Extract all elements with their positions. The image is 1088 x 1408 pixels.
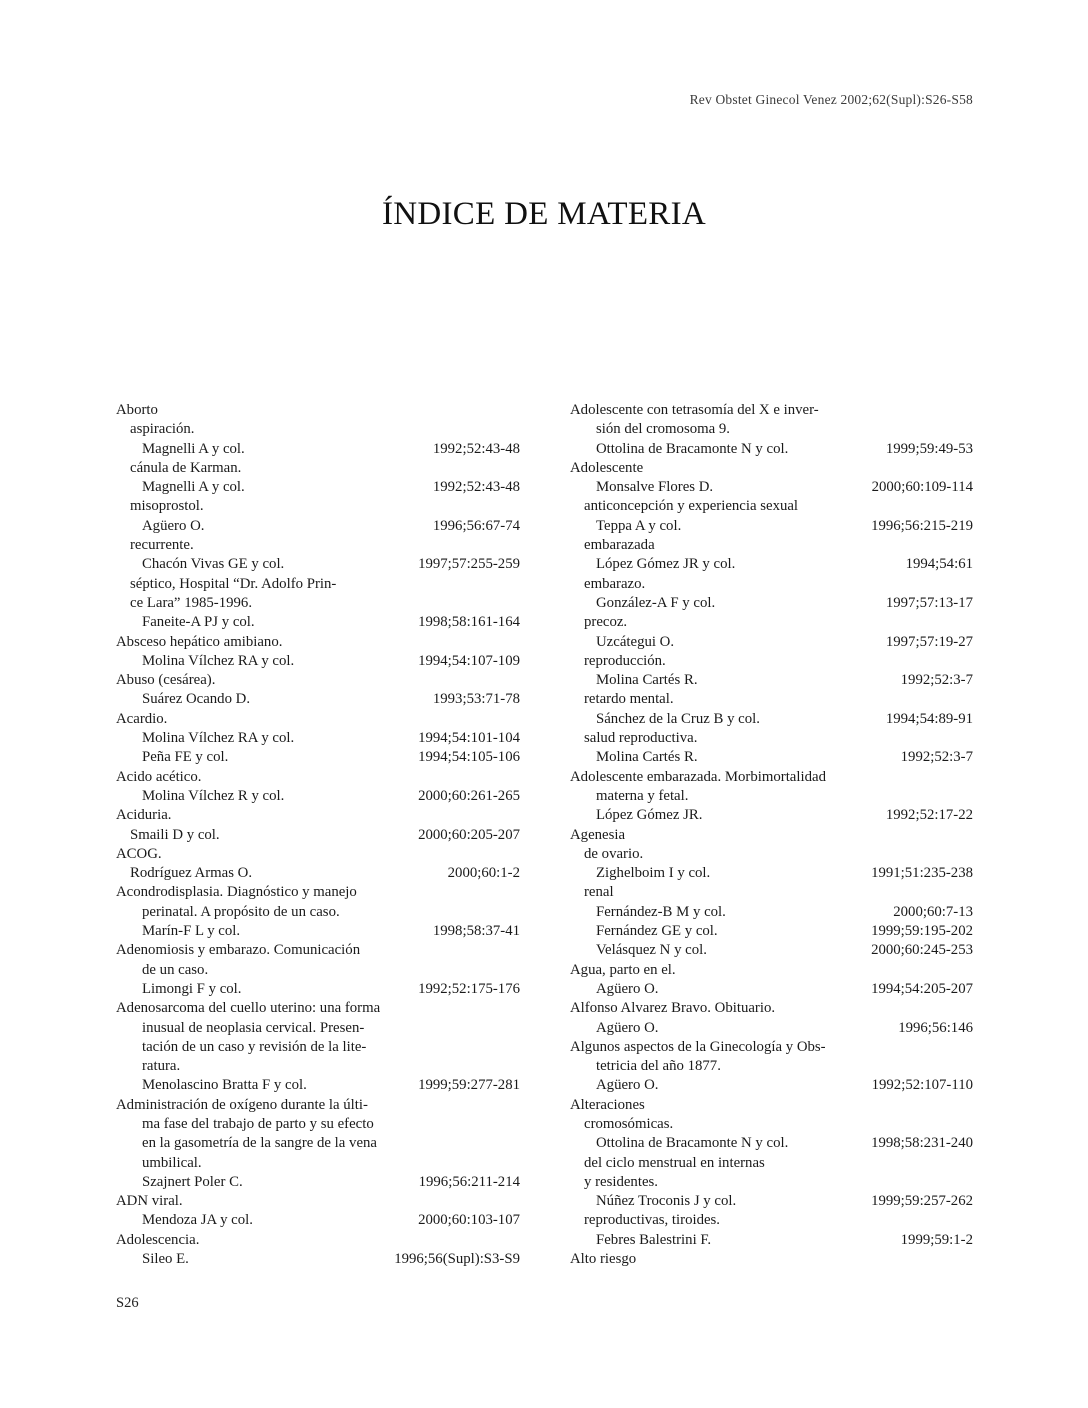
index-entry — [116, 671, 520, 690]
index-entry-text: Abuso (cesárea). — [116, 672, 216, 689]
index-entry — [570, 1038, 973, 1057]
index-entry-reference: 1992;52:17-22 — [885, 807, 973, 824]
index-entry — [570, 478, 973, 497]
index-entry-text: materna y fetal. — [596, 787, 689, 804]
index-entry-reference: 1999;59:1-2 — [900, 1231, 973, 1248]
index-entry-reference: 1996;56:215-219 — [871, 517, 973, 534]
page-title: ÍNDICE DE MATERIA — [381, 196, 707, 232]
index-entry-text: misoprostol. — [130, 498, 204, 515]
index-entry — [570, 420, 973, 439]
index-entry — [116, 768, 520, 787]
index-entry — [570, 1096, 973, 1115]
index-entry-text: Alfonso Alvarez Bravo. Obituario. — [570, 1000, 776, 1017]
index-entry-reference: 1994;54:105-106 — [418, 749, 520, 766]
index-entry-reference: 2000;60:7-13 — [893, 903, 973, 920]
index-entry-text: Limongi F y col. — [142, 980, 242, 997]
index-entry-reference: 1992;52:43-48 — [432, 479, 520, 496]
index-entry-text: anticoncepción y experiencia sexual — [584, 498, 799, 515]
index-entry — [116, 999, 520, 1018]
index-entry — [570, 806, 973, 825]
index-entry-reference: 1998;58:161-164 — [418, 614, 520, 631]
index-entry — [116, 575, 520, 594]
index-entry-text: Sileo E. — [142, 1251, 189, 1268]
index-entry — [116, 826, 520, 845]
index-entry-reference: 1996;56:67-74 — [432, 517, 520, 534]
index-entry-reference: 1992;52:175-176 — [418, 980, 520, 997]
index-entry-text: perinatal. A propósito de un caso. — [142, 903, 340, 920]
index-entry-text: Acardio. — [116, 710, 168, 727]
index-entry — [570, 690, 973, 709]
index-entry-reference: 1993;53:71-78 — [432, 691, 520, 708]
index-entry — [116, 903, 520, 922]
index-entry-reference: 2000;60:245-253 — [871, 942, 973, 959]
index-entry — [570, 1250, 973, 1269]
index-entry-text: Chacón Vivas GE y col. — [142, 556, 285, 573]
index-entry — [570, 652, 973, 671]
index-entry — [570, 401, 973, 420]
index-entry — [116, 440, 520, 459]
index-entry-text: González-A F y col. — [596, 594, 716, 611]
index-entry — [570, 999, 973, 1018]
index-entry-text: López Gómez JR y col. — [596, 556, 736, 573]
index-entry — [116, 1231, 520, 1250]
index-entry — [116, 1096, 520, 1115]
index-entry — [570, 941, 973, 960]
index-entry — [570, 1134, 973, 1153]
index-entry-text: Agüero O. — [596, 1077, 659, 1094]
index-entry-text: Faneite-A PJ y col. — [142, 614, 255, 631]
index-entry-text: cánula de Karman. — [130, 459, 242, 476]
index-entry — [570, 613, 973, 632]
index-entry-text: Agüero O. — [596, 1019, 659, 1036]
index-entry-reference: 2000;60:103-107 — [418, 1212, 520, 1229]
index-entry — [570, 633, 973, 652]
index-entry — [570, 1211, 973, 1230]
index-entry-text: retardo mental. — [584, 691, 674, 708]
index-entry-text: Fernández GE y col. — [596, 923, 718, 940]
index-entry-reference: 1998;58:231-240 — [871, 1135, 973, 1152]
index-entry — [116, 555, 520, 574]
index-entry-text: Ottolina de Bracamonte N y col. — [596, 440, 789, 457]
index-entry — [116, 420, 520, 439]
index-entry — [116, 536, 520, 555]
index-entry — [116, 517, 520, 536]
index-entry-text: Febres Balestrini F. — [596, 1231, 712, 1248]
index-entry-text: Monsalve Flores D. — [596, 479, 714, 496]
index-entry-text: Mendoza JA y col. — [142, 1212, 253, 1229]
index-entry — [116, 710, 520, 729]
index-entry-text: tetricia del año 1877. — [596, 1058, 721, 1075]
index-entry — [116, 787, 520, 806]
index-entry — [570, 1192, 973, 1211]
index-entry-text: y residentes. — [584, 1173, 658, 1190]
index-entry — [570, 826, 973, 845]
index-entry-text: salud reproductiva. — [584, 730, 698, 747]
index-entry-reference: 1992;52:107-110 — [871, 1077, 973, 1094]
index-entry — [570, 1231, 973, 1250]
index-entry-text: Molina Cartés R. — [596, 672, 698, 689]
index-entry-reference: 1994;54:205-207 — [871, 980, 973, 997]
index-entry — [570, 1154, 973, 1173]
index-entry-text: ma fase del trabajo de parto y su efecto — [142, 1115, 374, 1132]
index-entry-text: Magnelli A y col. — [142, 440, 245, 457]
index-entry — [570, 497, 973, 516]
index-entry — [116, 594, 520, 613]
index-entry-reference: 2000;60:1-2 — [447, 865, 520, 882]
index-entry — [116, 864, 520, 883]
index-entry-text: Adolescente — [570, 459, 644, 476]
index-entry-text: Alteraciones — [570, 1096, 645, 1113]
index-entry-text: ce Lara” 1985-1996. — [130, 594, 253, 611]
index-entry-text: Magnelli A y col. — [142, 479, 245, 496]
index-entry-text: Núñez Troconis J y col. — [596, 1193, 737, 1210]
index-entry — [116, 961, 520, 980]
index-entry-text: en la gasometría de la sangre de la vena — [142, 1135, 377, 1152]
index-entry — [570, 1115, 973, 1134]
index-entry-text: Menolascino Bratta F y col. — [142, 1077, 307, 1094]
index-entry-text: del ciclo menstrual en internas — [584, 1154, 765, 1171]
index-entry-reference: 1999;59:277-281 — [418, 1077, 520, 1094]
index-entry — [116, 980, 520, 999]
index-entry-reference: 1991;51:235-238 — [871, 865, 973, 882]
index-column-left — [116, 401, 520, 1269]
index-entry — [570, 575, 973, 594]
index-entry-text: Aciduria. — [116, 807, 172, 824]
index-entry-reference: 1994;54:61 — [905, 556, 973, 573]
index-entry-reference: 1999;59:195-202 — [871, 923, 973, 940]
index-entry-text: Szajnert Poler C. — [142, 1173, 243, 1190]
index-entry-reference: 2000;60:205-207 — [418, 826, 520, 843]
index-entry — [116, 729, 520, 748]
index-entry-reference: 1998;58:37-41 — [432, 923, 520, 940]
index-entry — [116, 1192, 520, 1211]
index-entry — [116, 883, 520, 902]
index-entry-text: Velásquez N y col. — [596, 942, 707, 959]
index-entry-reference: 2000;60:261-265 — [418, 787, 520, 804]
index-entry-text: renal — [584, 884, 614, 901]
index-entry-text: ratura. — [142, 1058, 181, 1075]
index-entry-text: Adolescencia. — [116, 1231, 200, 1248]
index-entry-reference: 2000;60:109-114 — [871, 479, 973, 496]
index-entry-text: recurrente. — [130, 537, 194, 554]
index-entry — [116, 613, 520, 632]
index-entry-text: Rodríguez Armas O. — [130, 865, 253, 882]
index-entry — [570, 1057, 973, 1076]
index-entry-text: cromosómicas. — [584, 1115, 674, 1132]
index-entry-reference: 1992;52:43-48 — [432, 440, 520, 457]
index-entry-text: precoz. — [584, 614, 628, 631]
index-entry-text: Molina Vílchez RA y col. — [142, 652, 295, 669]
index-entry — [116, 1211, 520, 1230]
index-entry-text: Agenesia — [570, 826, 626, 843]
index-entry — [570, 710, 973, 729]
index-entry-text: reproductivas, tiroides. — [584, 1212, 721, 1229]
index-entry-text: aspiración. — [130, 421, 195, 438]
index-entry — [116, 497, 520, 516]
index-entry-text: reproducción. — [584, 652, 666, 669]
index-entry-reference: 1997;57:13-17 — [885, 594, 973, 611]
index-entry — [116, 1250, 520, 1269]
index-entry-text: Sánchez de la Cruz B y col. — [596, 710, 760, 727]
index-entry-reference: 1996;56(Supl):S3-S9 — [394, 1251, 520, 1268]
index-entry — [570, 594, 973, 613]
index-entry — [570, 1019, 973, 1038]
index-entry — [116, 1115, 520, 1134]
index-entry-text: Aborto — [116, 402, 158, 418]
index-entry-text: Zighelboim I y col. — [596, 865, 711, 882]
index-entry-text: Acondrodisplasia. Diagnóstico y manejo — [116, 884, 357, 901]
index-column-right — [570, 401, 973, 1269]
index-entry — [570, 671, 973, 690]
index-entry — [570, 768, 973, 787]
index-entry — [570, 555, 973, 574]
index-entry — [570, 517, 973, 536]
index-entry-reference: 1999;59:49-53 — [885, 440, 973, 457]
index-entry — [570, 980, 973, 999]
index-entry — [116, 1038, 520, 1057]
index-entry — [116, 1173, 520, 1192]
index-entry — [116, 922, 520, 941]
index-entry-text: Algunos aspectos de la Ginecología y Obs- — [570, 1038, 826, 1055]
index-entry-text: Agua, parto en el. — [570, 961, 676, 978]
index-entry-reference: 1997;57:255-259 — [418, 556, 520, 573]
index-entry — [570, 1173, 973, 1192]
index-entry-text: Agüero O. — [596, 980, 659, 997]
index-entry — [116, 845, 520, 864]
index-entry — [570, 440, 973, 459]
index-entry-text: séptico, Hospital “Dr. Adolfo Prin- — [130, 575, 337, 592]
index-entry — [570, 787, 973, 806]
index-entry-text: Smaili D y col. — [130, 826, 220, 843]
index-entry — [116, 459, 520, 478]
index-entry-text: Absceso hepático amibiano. — [116, 633, 283, 650]
index-entry-text: Molina Vílchez R y col. — [142, 787, 285, 804]
index-entry-text: Suárez Ocando D. — [142, 691, 251, 708]
index-entry — [116, 478, 520, 497]
index-entry-text: Teppa A y col. — [596, 517, 682, 534]
index-entry-text: tación de un caso y revisión de la lite- — [142, 1038, 367, 1055]
index-entry-text: sión del cromosoma 9. — [596, 421, 730, 438]
index-entry — [570, 883, 973, 902]
page-number: S26 — [116, 1295, 139, 1311]
index-entry-text: Peña FE y col. — [142, 749, 229, 766]
index-entry-reference: 1992;52:3-7 — [900, 672, 973, 689]
index-entry — [116, 1019, 520, 1038]
index-entry — [116, 941, 520, 960]
index-entry-reference: 1999;59:257-262 — [871, 1193, 973, 1210]
index-entry-text: Administración de oxígeno durante la últi- — [116, 1096, 368, 1113]
index-entry — [116, 401, 520, 420]
index-entry — [570, 1076, 973, 1095]
index-entry-text: Adolescente con tetrasomía del X e inver- — [570, 402, 819, 418]
index-entry — [116, 633, 520, 652]
index-entry — [570, 536, 973, 555]
index-entry-reference: 1996;56:146 — [898, 1019, 973, 1036]
index-entry-text: Molina Cartés R. — [596, 749, 698, 766]
index-entry-reference: 1994;54:89-91 — [885, 710, 973, 727]
index-entry-text: Acido acético. — [116, 768, 202, 785]
index-entry-text: de un caso. — [142, 961, 209, 978]
index-entry-reference: 1997;57:19-27 — [885, 633, 973, 650]
index-entry — [116, 748, 520, 767]
index-entry-text: ACOG. — [116, 845, 162, 862]
index-entry-text: ADN viral. — [116, 1193, 183, 1210]
index-entry — [570, 903, 973, 922]
index-entry — [570, 748, 973, 767]
index-entry-text: Marín-F L y col. — [142, 923, 241, 940]
index-entry-reference: 1992;52:3-7 — [900, 749, 973, 766]
index-entry-text: umbilical. — [142, 1154, 202, 1171]
index-entry-text: Adenosarcoma del cuello uterino: una forma — [116, 1000, 381, 1017]
index-entry-text: inusual de neoplasia cervical. Presen- — [142, 1019, 365, 1036]
index-entry-reference: 1994;54:107-109 — [418, 652, 520, 669]
index-entry-text: embarazo. — [584, 575, 646, 592]
index-entry — [116, 806, 520, 825]
index-entry-text: Molina Vílchez RA y col. — [142, 730, 295, 747]
index-entry-text: Ottolina de Bracamonte N y col. — [596, 1135, 789, 1152]
index-entry — [116, 690, 520, 709]
index-entry-text: Uzcátegui O. — [596, 633, 675, 650]
index-entry-text: López Gómez JR. — [596, 807, 703, 824]
journal-citation-header: Rev Obstet Ginecol Venez 2002;62(Supl):S26-S58 — [689, 92, 973, 107]
index-entry-text: Alto riesgo — [570, 1251, 637, 1268]
index-entry-reference: 1996;56:211-214 — [418, 1173, 520, 1190]
index-entry-text: Adenomiosis y embarazo. Comunicación — [116, 942, 361, 959]
index-entry — [116, 652, 520, 671]
index-entry — [570, 729, 973, 748]
index-entry — [570, 845, 973, 864]
index-entry — [116, 1076, 520, 1095]
index-entry — [116, 1057, 520, 1076]
index-entry-reference: 1994;54:101-104 — [418, 730, 520, 747]
index-entry — [116, 1134, 520, 1153]
index-entry — [570, 864, 973, 883]
index-entry — [116, 1154, 520, 1173]
index-entry-text: Fernández-B M y col. — [596, 903, 726, 920]
index-entry — [570, 922, 973, 941]
index-entry — [570, 961, 973, 980]
index-entry-text: embarazada — [584, 537, 655, 554]
index-entry-text: de ovario. — [584, 845, 644, 862]
index-entry-text: Adolescente embarazada. Morbimortalidad — [570, 768, 826, 785]
index-entry-text: Agüero O. — [142, 517, 205, 534]
index-entry — [570, 459, 973, 478]
